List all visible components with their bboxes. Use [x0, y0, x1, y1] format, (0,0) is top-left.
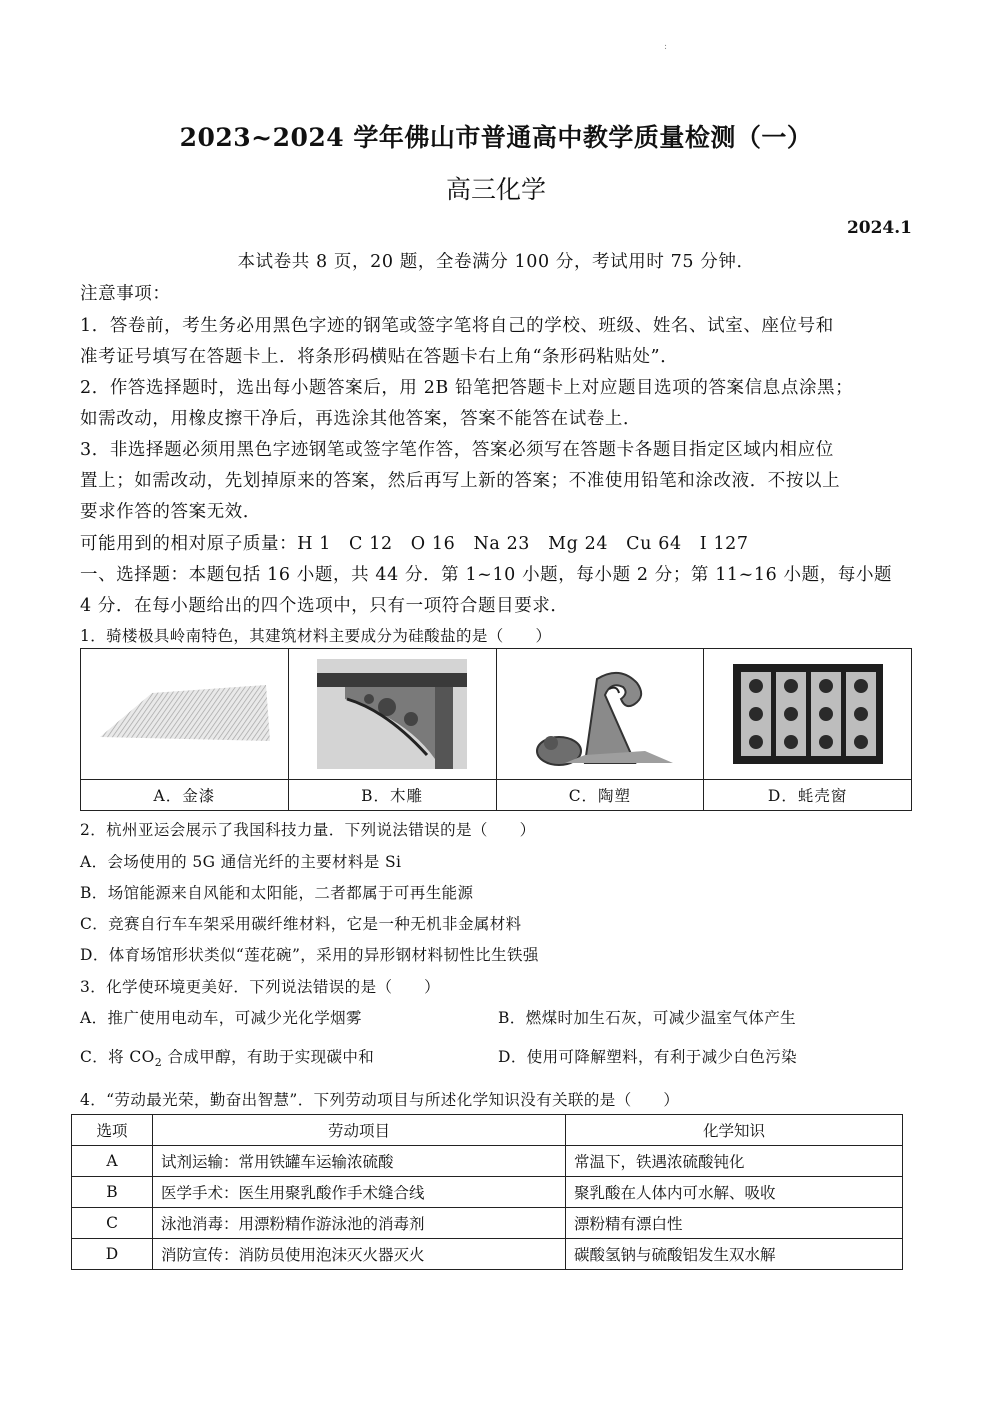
q1-image-d [704, 649, 912, 780]
note-3-line-1: 3．非选择题必须用黑色字迹钢笔或签字笔作答，答案必须写在答题卡各题目指定区域内相应位 [80, 440, 834, 460]
q3-option-b: B．燃煤时加生石灰，可减少温室气体产生 [498, 1009, 796, 1027]
q1-image-a [81, 649, 289, 780]
q2-option-b: B．场馆能源来自风能和太阳能，二者都属于可再生能源 [80, 884, 474, 902]
note-1-line-2: 准考证号填写在答题卡上．将条形码横贴在答题卡右上角“条形码粘贴处”． [80, 347, 679, 367]
q3-option-c [80, 1045, 374, 1069]
section-1-line-1: 一、选择题：本题包括 16 小题，共 44 分．第 1~10 小题，每小题 2 分；第 11~16 小题，每小题 [80, 565, 893, 585]
q4-row-a-labor: 试剂运输：常用铁罐车运输浓硫酸 [153, 1146, 566, 1177]
q4-row-c-labor: 泳池消毒：用漂粉精作游泳池的消毒剂 [153, 1208, 566, 1239]
q1-stem: 1．骑楼极具岭南特色，其建筑材料主要成分为硅酸盐的是（ ） [80, 627, 552, 645]
note-3-line-3: 要求作答的答案无效． [80, 502, 261, 522]
q3-option-c-suffix: 合成甲醇，有助于实现碳中和 [162, 1048, 375, 1066]
atomic-mass-line: 可能用到的相对原子质量：H 1 C 12 O 16 Na 23 Mg 24 Cu 64 I 127 [80, 534, 749, 554]
note-2-line-1: 2．作答选择题时，选出每小题答案后，用 2B 铅笔把答题卡上对应题目选项的答案信息点涂黑； [80, 378, 854, 398]
table-row [72, 1177, 903, 1208]
q1-option-d: D．蚝壳窗 [704, 780, 912, 811]
q1-image-table [80, 648, 912, 811]
q1-option-c: C．陶塑 [496, 780, 704, 811]
notes-heading: 注意事项： [80, 284, 171, 304]
q2-option-c: C．竞赛自行车车架采用碳纤维材料，它是一种无机非金属材料 [80, 915, 522, 933]
q3-option-c-subscript: 2 [154, 1056, 163, 1070]
q4-table [71, 1114, 903, 1270]
q4-row-a-option: A [72, 1146, 153, 1177]
q4-row-d-knowledge: 碳酸氢钠与硫酸铝发生双水解 [566, 1239, 903, 1270]
q2-stem: 2．杭州亚运会展示了我国科技力量．下列说法错误的是（ ） [80, 821, 536, 839]
q4-header-option: 选项 [72, 1115, 153, 1146]
q1-option-b: B．木雕 [288, 780, 496, 811]
note-3-line-2: 置上；如需改动，先划掉原来的答案，然后再写上新的答案；不准使用铅笔和涂改液．不按以上 [80, 471, 841, 491]
q3-option-c-prefix: C．将 CO [80, 1048, 155, 1066]
table-row [72, 1146, 903, 1177]
q4-row-b-labor: 医学手术：医生用聚乳酸作手术缝合线 [153, 1177, 566, 1208]
table-row [72, 1239, 903, 1270]
stray-dot: : [664, 42, 668, 52]
q4-row-c-option: C [72, 1208, 153, 1239]
q4-row-b-knowledge: 聚乳酸在人体内可水解、吸收 [566, 1177, 903, 1208]
q4-row-d-labor: 消防宣传：消防员使用泡沫灭火器灭火 [153, 1239, 566, 1270]
page-subtitle: 高三化学 [445, 175, 546, 204]
q3-stem: 3．化学使环境更美好．下列说法错误的是（ ） [80, 978, 441, 996]
wood-carving-image [317, 659, 467, 769]
oyster-shell-window-image [733, 664, 883, 764]
table-row [72, 1208, 903, 1239]
q2-option-a: A．会场使用的 5G 通信光纤的主要材料是 Si [80, 853, 402, 871]
q2-option-d: D．体育场馆形状类似“莲花碗”，采用的异形钢材料韧性比生铁强 [80, 946, 539, 964]
q4-row-d-option: D [72, 1239, 153, 1270]
q1-option-a: A．金漆 [81, 780, 289, 811]
q3-option-a: A．推广使用电动车，可减少光化学烟雾 [80, 1009, 362, 1027]
exam-info: 本试卷共 8 页，20 题，全卷满分 100 分，考试用时 75 分钟． [237, 252, 755, 272]
section-1-line-2: 4 分．在每小题给出的四个选项中，只有一项符合题目要求． [80, 596, 569, 616]
page-title: 2023~2024 学年佛山市普通高中教学质量检测（一） [179, 123, 813, 152]
q4-row-c-knowledge: 漂粉精有漂白性 [566, 1208, 903, 1239]
ceramic-sculpture-image [525, 659, 675, 769]
q4-header-knowledge: 化学知识 [566, 1115, 903, 1146]
q1-image-b [288, 649, 496, 780]
q4-row-b-option: B [72, 1177, 153, 1208]
q4-header-labor: 劳动项目 [153, 1115, 566, 1146]
q3-option-d: D．使用可降解塑料，有利于减少白色污染 [498, 1048, 798, 1066]
q4-table-header [72, 1115, 903, 1146]
gold-lacquer-image [94, 679, 274, 749]
exam-date: 2024.1 [846, 218, 912, 238]
note-1-line-1: 1．答卷前，考生务必用黑色字迹的钢笔或签字笔将自己的学校、班级、姓名、试室、座位号和 [80, 316, 834, 336]
q4-stem: 4．“劳动最光荣，勤奋出智慧”．下列劳动项目与所述化学知识没有关联的是（ ） [80, 1091, 680, 1109]
q1-image-c [496, 649, 704, 780]
q4-row-a-knowledge: 常温下，铁遇浓硫酸钝化 [566, 1146, 903, 1177]
note-2-line-2: 如需改动，用橡皮擦干净后，再选涂其他答案，答案不能答在试卷上． [80, 409, 642, 429]
